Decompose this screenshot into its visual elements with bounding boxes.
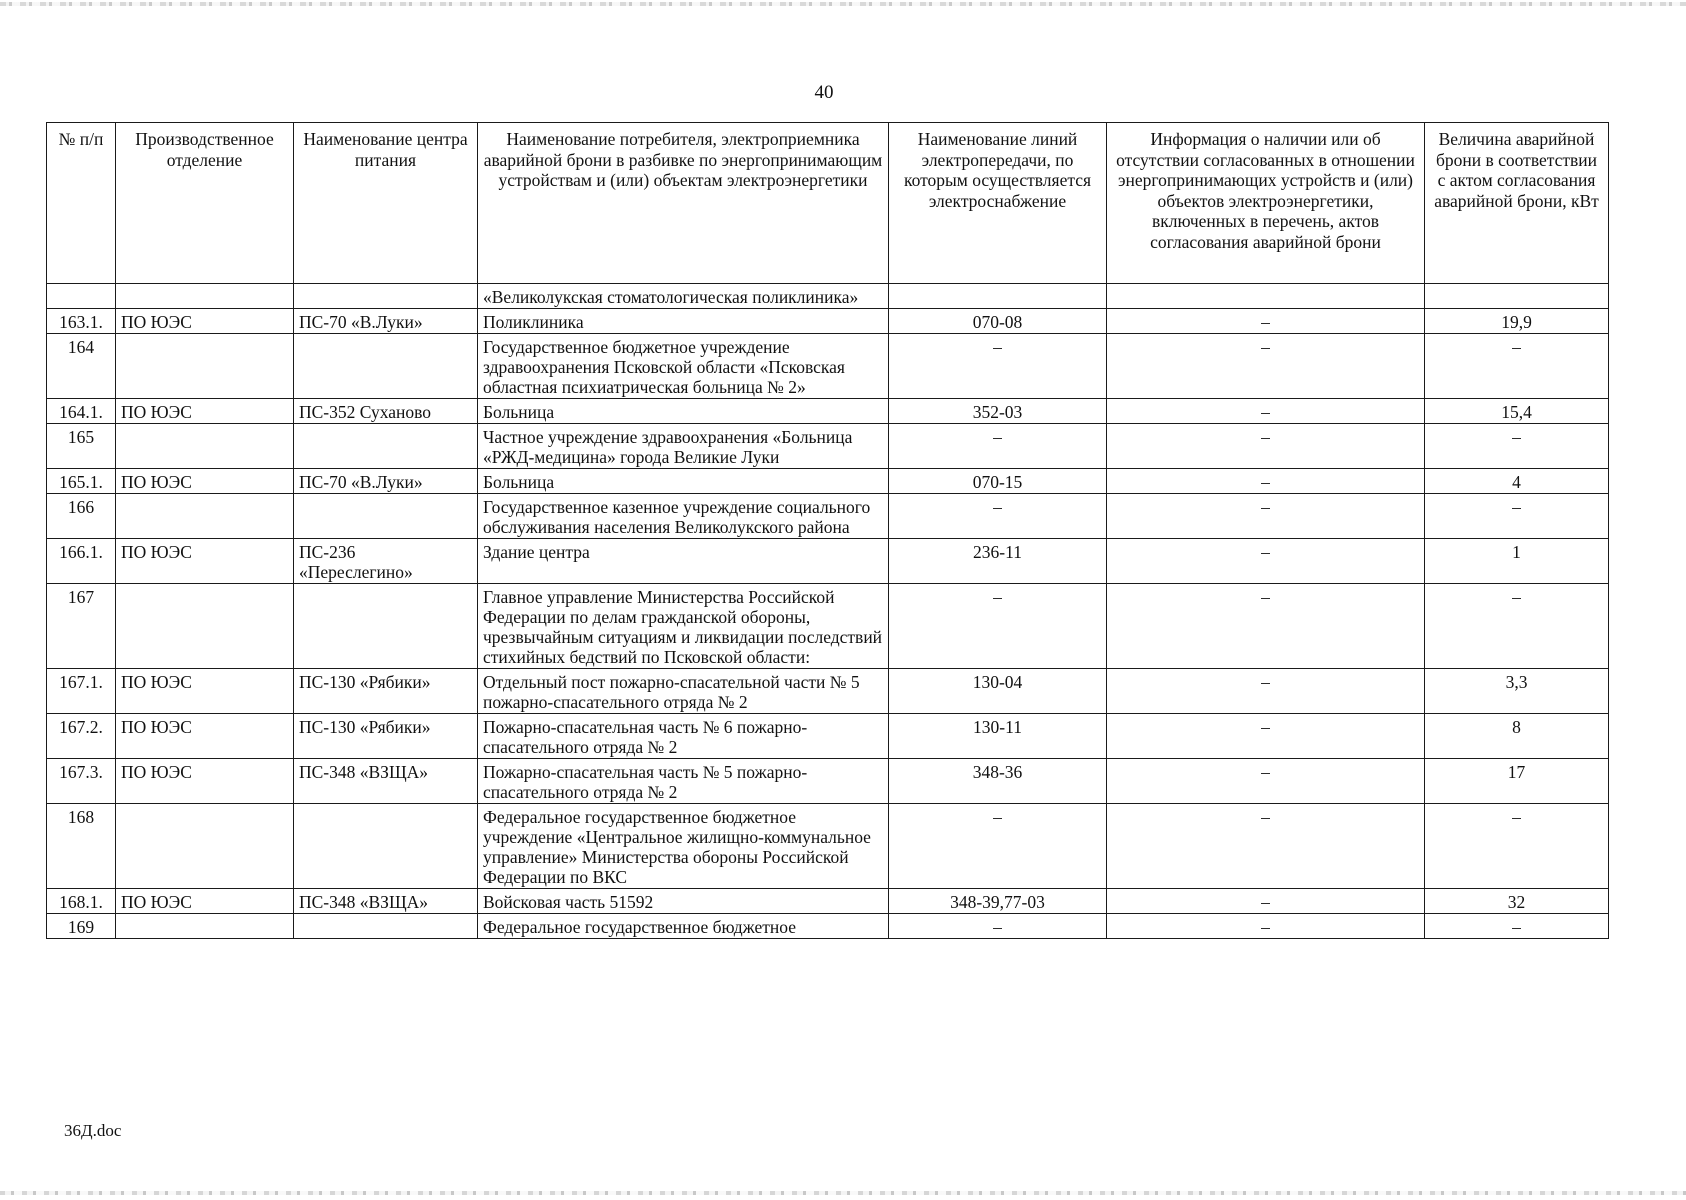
header-number: № п/п <box>47 123 116 284</box>
cell-number: 166.1. <box>47 539 116 584</box>
cell-consumer: Войсковая часть 51592 <box>478 889 889 914</box>
cell-reserve-value <box>1425 284 1609 309</box>
cell-power-center <box>294 584 478 669</box>
cell-power-center: ПС-352 Суханово <box>294 399 478 424</box>
cell-agreement-info: – <box>1107 309 1425 334</box>
table-row <box>47 399 1609 424</box>
cell-power-line: – <box>889 494 1107 539</box>
cell-power-line: 348-39,77-03 <box>889 889 1107 914</box>
cell-department <box>116 334 294 399</box>
cell-department <box>116 804 294 889</box>
cell-department: ПО ЮЭС <box>116 889 294 914</box>
cell-consumer: Федеральное государственное бюджетное учреждение «Центральное жилищно-коммунальное управление» Министерства обороны Российской Федерации по ВКС <box>478 804 889 889</box>
table-row <box>47 584 1609 669</box>
table-row <box>47 334 1609 399</box>
cell-department: ПО ЮЭС <box>116 714 294 759</box>
scan-edge-top <box>0 2 1686 6</box>
cell-power-center: ПС-348 «ВЗЩА» <box>294 759 478 804</box>
cell-power-center: ПС-70 «В.Луки» <box>294 309 478 334</box>
cell-power-line: 130-11 <box>889 714 1107 759</box>
cell-department: ПО ЮЭС <box>116 309 294 334</box>
cell-power-line <box>889 284 1107 309</box>
cell-reserve-value: 19,9 <box>1425 309 1609 334</box>
cell-agreement-info <box>1107 284 1425 309</box>
cell-reserve-value: – <box>1425 494 1609 539</box>
table-row <box>47 669 1609 714</box>
cell-consumer: Федеральное государственное бюджетное <box>478 914 889 939</box>
table-row <box>47 284 1609 309</box>
table-row <box>47 469 1609 494</box>
cell-reserve-value: – <box>1425 424 1609 469</box>
cell-agreement-info: – <box>1107 669 1425 714</box>
cell-agreement-info: – <box>1107 804 1425 889</box>
table-row <box>47 494 1609 539</box>
table-row <box>47 539 1609 584</box>
cell-agreement-info: – <box>1107 584 1425 669</box>
cell-power-center <box>294 914 478 939</box>
cell-power-center <box>294 804 478 889</box>
cell-power-center <box>294 334 478 399</box>
cell-agreement-info: – <box>1107 759 1425 804</box>
cell-power-center <box>294 284 478 309</box>
table-row <box>47 889 1609 914</box>
cell-consumer: Главное управление Министерства Российской Федерации по делам гражданской обороны, чрезвычайным ситуациям и ликвидации последствий стихийных бедствий по Псковской области: <box>478 584 889 669</box>
table-header-row <box>47 123 1609 284</box>
cell-power-center: ПС-130 «Рябики» <box>294 714 478 759</box>
cell-number: 168.1. <box>47 889 116 914</box>
table-row <box>47 714 1609 759</box>
cell-reserve-value: – <box>1425 914 1609 939</box>
table-row <box>47 309 1609 334</box>
cell-power-center: ПС-130 «Рябики» <box>294 669 478 714</box>
cell-power-line: – <box>889 804 1107 889</box>
cell-consumer: Поликлиника <box>478 309 889 334</box>
cell-power-center: ПС-348 «ВЗЩА» <box>294 889 478 914</box>
cell-power-line: 236-11 <box>889 539 1107 584</box>
header-department: Производственное отделение <box>116 123 294 284</box>
scan-edge-bottom <box>0 1191 1686 1195</box>
footer-filename: 36Д.doc <box>64 1121 122 1140</box>
header-power-line: Наименование линий электропередачи, по которым осуществляется электроснабжение <box>889 123 1107 284</box>
cell-reserve-value: 15,4 <box>1425 399 1609 424</box>
cell-department: ПО ЮЭС <box>116 539 294 584</box>
cell-department <box>116 584 294 669</box>
cell-agreement-info: – <box>1107 914 1425 939</box>
cell-number: 163.1. <box>47 309 116 334</box>
cell-consumer: Пожарно-спасательная часть № 5 пожарно-спасательного отряда № 2 <box>478 759 889 804</box>
cell-reserve-value: 4 <box>1425 469 1609 494</box>
energy-reserve-table <box>46 122 1609 939</box>
cell-number: 165 <box>47 424 116 469</box>
cell-number: 166 <box>47 494 116 539</box>
cell-consumer: Частное учреждение здравоохранения «Больница «РЖД-медицина» города Великие Луки <box>478 424 889 469</box>
cell-number: 164.1. <box>47 399 116 424</box>
cell-consumer: Больница <box>478 469 889 494</box>
cell-reserve-value: – <box>1425 804 1609 889</box>
header-consumer: Наименование потребителя, электроприемника аварийной брони в разбивке по энергопринимающим устройствам и (или) объектам электроэнергетики <box>478 123 889 284</box>
cell-department <box>116 424 294 469</box>
cell-department <box>116 284 294 309</box>
cell-department: ПО ЮЭС <box>116 669 294 714</box>
cell-number <box>47 284 116 309</box>
cell-reserve-value: 17 <box>1425 759 1609 804</box>
cell-department: ПО ЮЭС <box>116 469 294 494</box>
cell-power-center: ПС-236 «Переслегино» <box>294 539 478 584</box>
cell-power-line: – <box>889 424 1107 469</box>
cell-department: ПО ЮЭС <box>116 759 294 804</box>
cell-number: 165.1. <box>47 469 116 494</box>
cell-department <box>116 494 294 539</box>
cell-power-line: – <box>889 584 1107 669</box>
page-number: 40 <box>814 82 834 103</box>
table-row <box>47 759 1609 804</box>
cell-agreement-info: – <box>1107 334 1425 399</box>
cell-reserve-value: 8 <box>1425 714 1609 759</box>
cell-reserve-value: 3,3 <box>1425 669 1609 714</box>
cell-agreement-info: – <box>1107 399 1425 424</box>
cell-power-center: ПС-70 «В.Луки» <box>294 469 478 494</box>
cell-consumer: Здание центра <box>478 539 889 584</box>
cell-agreement-info: – <box>1107 424 1425 469</box>
cell-reserve-value: – <box>1425 334 1609 399</box>
cell-power-center <box>294 424 478 469</box>
cell-consumer: «Великолукская стоматологическая поликлиника» <box>478 284 889 309</box>
cell-consumer: Отдельный пост пожарно-спасательной части № 5 пожарно-спасательного отряда № 2 <box>478 669 889 714</box>
cell-power-line: 070-15 <box>889 469 1107 494</box>
cell-number: 168 <box>47 804 116 889</box>
table-body <box>47 284 1609 939</box>
cell-power-line: 070-08 <box>889 309 1107 334</box>
cell-consumer: Пожарно-спасательная часть № 6 пожарно-спасательного отряда № 2 <box>478 714 889 759</box>
cell-agreement-info: – <box>1107 889 1425 914</box>
cell-power-line: – <box>889 914 1107 939</box>
cell-number: 167.1. <box>47 669 116 714</box>
header-power-center: Наименование центра питания <box>294 123 478 284</box>
cell-consumer: Государственное казенное учреждение социального обслуживания населения Великолукского района <box>478 494 889 539</box>
cell-reserve-value: 1 <box>1425 539 1609 584</box>
cell-agreement-info: – <box>1107 714 1425 759</box>
cell-reserve-value: – <box>1425 584 1609 669</box>
cell-number: 164 <box>47 334 116 399</box>
cell-agreement-info: – <box>1107 469 1425 494</box>
cell-reserve-value: 32 <box>1425 889 1609 914</box>
cell-consumer: Больница <box>478 399 889 424</box>
table-row <box>47 424 1609 469</box>
cell-consumer: Государственное бюджетное учреждение здравоохранения Псковской области «Псковская областная психиатрическая больница № 2» <box>478 334 889 399</box>
cell-number: 169 <box>47 914 116 939</box>
cell-number: 167.2. <box>47 714 116 759</box>
cell-department: ПО ЮЭС <box>116 399 294 424</box>
header-agreement-info: Информация о наличии или об отсутствии согласованных в отношении энергопринимающих устройств и (или) объектов электроэнергетики, включенных в перечень, актов согласования аварийной брони <box>1107 123 1425 284</box>
table-row <box>47 914 1609 939</box>
cell-power-line: 348-36 <box>889 759 1107 804</box>
cell-number: 167 <box>47 584 116 669</box>
cell-agreement-info: – <box>1107 539 1425 584</box>
cell-number: 167.3. <box>47 759 116 804</box>
cell-agreement-info: – <box>1107 494 1425 539</box>
cell-power-center <box>294 494 478 539</box>
header-reserve-value: Величина аварийной брони в соответствии с актом согласования аварийной брони, кВт <box>1425 123 1609 284</box>
cell-power-line: 130-04 <box>889 669 1107 714</box>
cell-department <box>116 914 294 939</box>
cell-power-line: – <box>889 334 1107 399</box>
cell-power-line: 352-03 <box>889 399 1107 424</box>
table-row <box>47 804 1609 889</box>
